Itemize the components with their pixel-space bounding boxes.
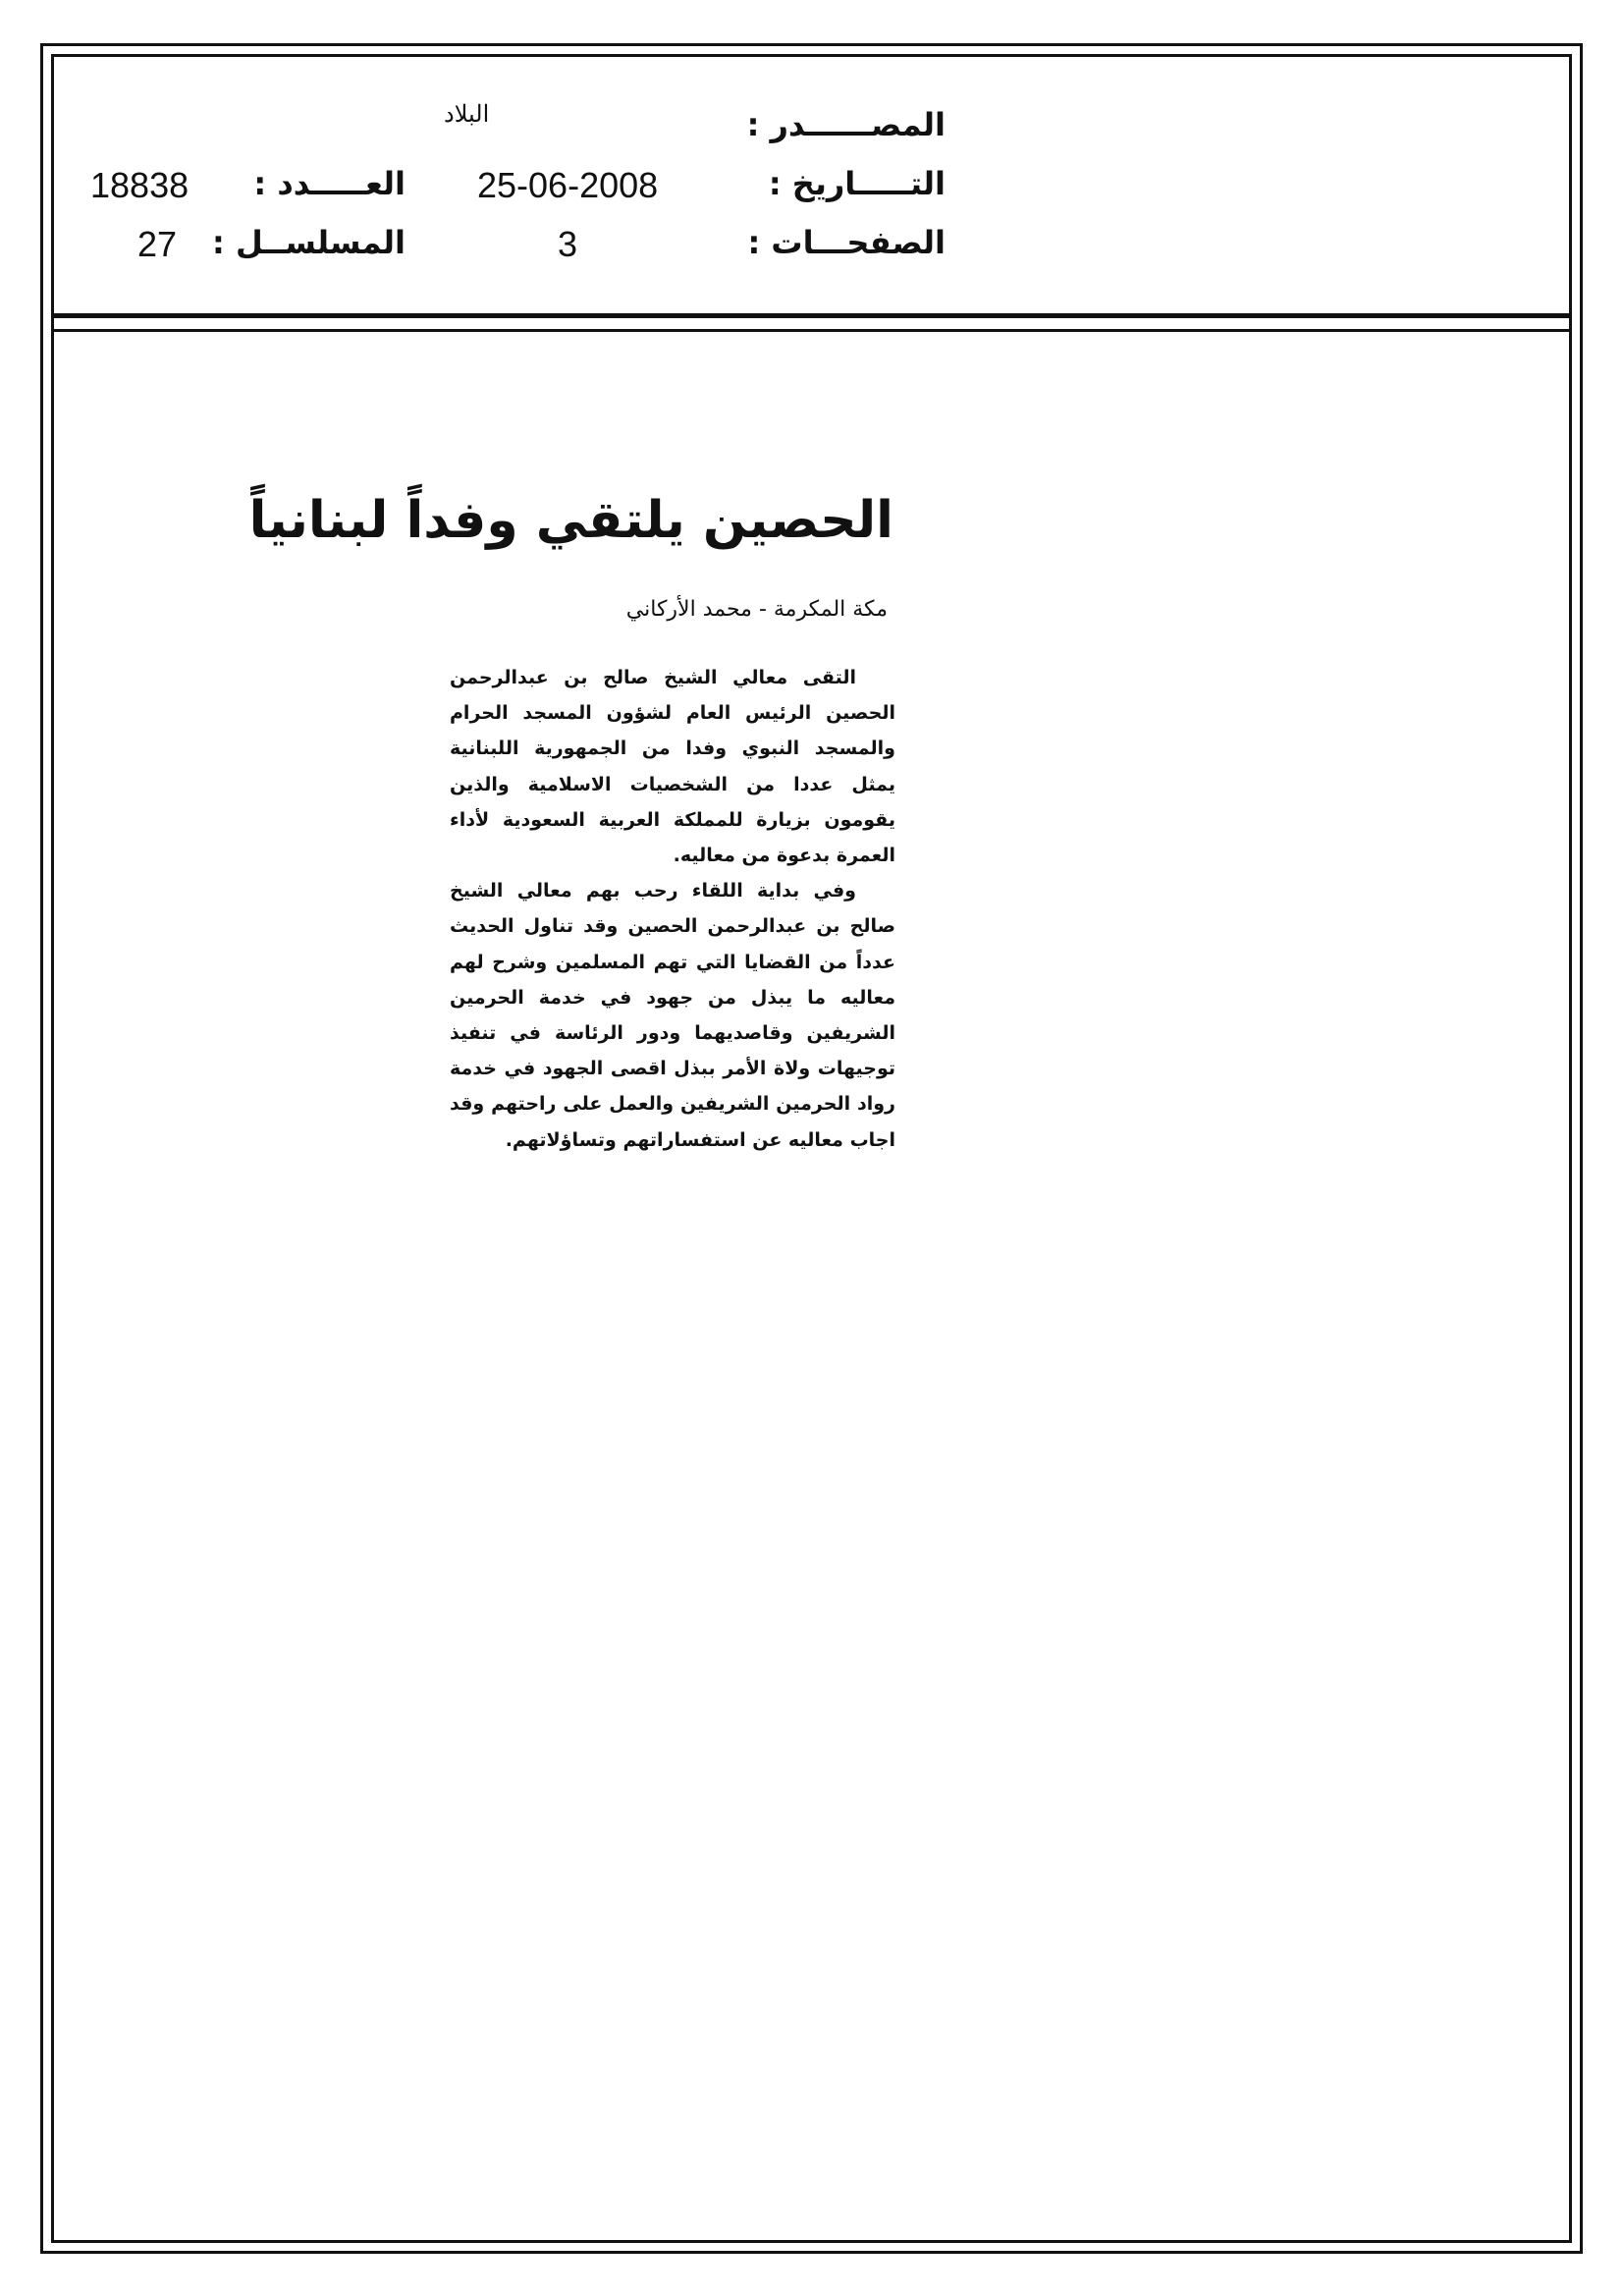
date-value: 25-06-2008 [477,165,659,205]
article-body [450,660,895,1158]
issue-value: 18838 [90,165,189,205]
article-byline: مكة المكرمة - محمد الأركاني [625,597,888,622]
serial-value: 27 [137,224,178,264]
header-divider-secondary [51,329,1572,332]
date-label: التـــــاريخ : [768,165,946,202]
header-divider [51,313,1572,318]
serial-label: المسلســل : [212,224,406,261]
source-value: البلاد [444,100,490,128]
article-paragraph: وفي بداية اللقاء رحب بهم معالي الشيخ صالح بن عبدالرحمن الحصين وقد تناول الحديث عدداً من القضايا التي تهم المسلمين وشرح لهم معاليه ما يبذل من جهود في خدمة الحرمين الشريفين وقاصديهما ودور الرئاسة في تنفيذ توجيهات ولاة الأمر ببذل اقصى الجهود في خدمة رواد الحرمين الشريفين والعمل على راحتهم وقد اجاب معاليه عن استفساراتهم وتساؤلاتهم. [450,880,895,1151]
issue-label: العـــــدد : [253,165,406,202]
source-label: المصــــــدر : [746,106,946,143]
pages-value: 3 [558,224,578,264]
article-paragraph: التقى معالي الشيخ صالح بن عبدالرحمن الحصين الرئيس العام لشؤون المسجد الحرام والمسجد النبوي وفدا من الجمهورية اللبنانية يمثل عددا من الشخصيات الاسلامية والذين يقومون بزيارة للمملكة العربية السعودية لأداء العمرة بدعوة من معاليه. [450,667,895,867]
pages-label: الصفحـــات : [747,224,946,261]
article-headline: الحصين يلتقي وفداً لبنانياً [248,491,893,550]
